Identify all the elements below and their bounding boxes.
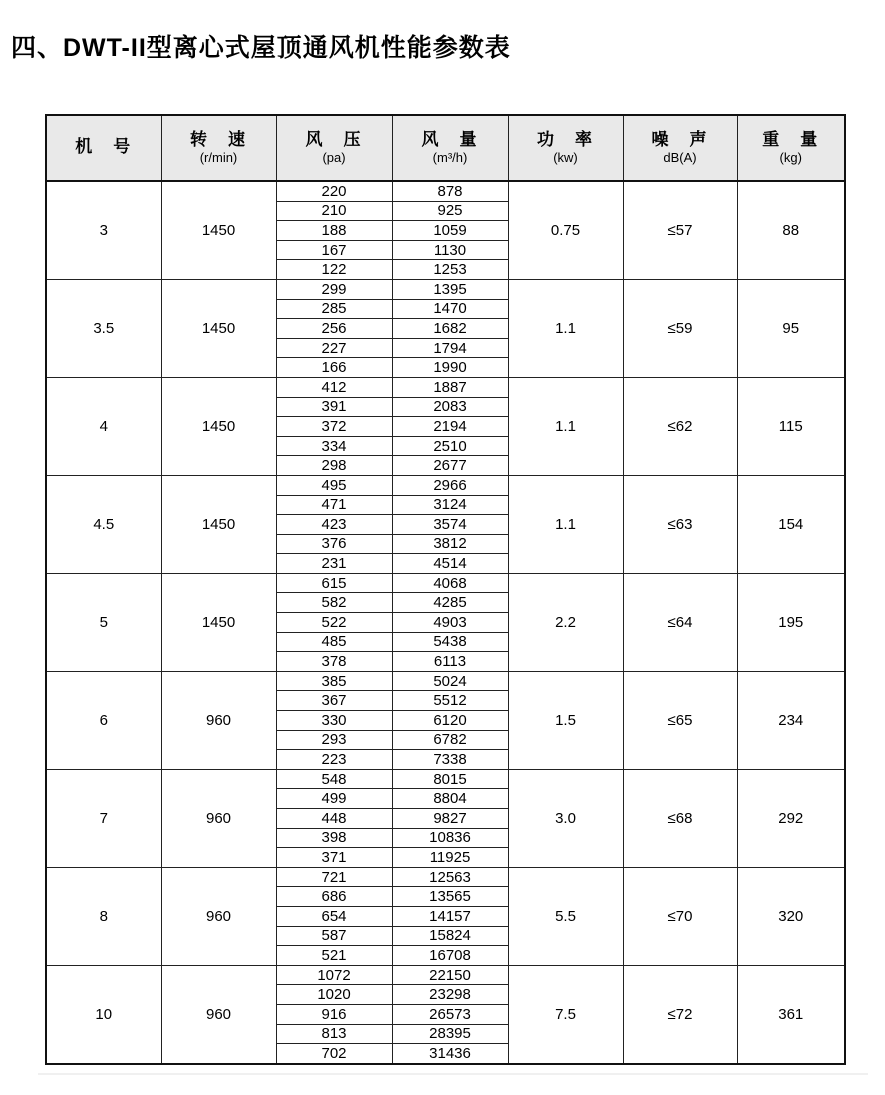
pressure-cell: 293 (276, 730, 392, 750)
noise-cell: ≤64 (623, 573, 737, 671)
pressure-cell: 615 (276, 573, 392, 593)
model-cell: 7 (46, 769, 161, 867)
volume-cell: 2083 (392, 397, 508, 417)
pressure-cell: 372 (276, 417, 392, 437)
power-cell: 7.5 (508, 965, 623, 1063)
table-header (46, 115, 845, 181)
pressure-cell: 587 (276, 926, 392, 946)
volume-cell: 16708 (392, 946, 508, 966)
volume-cell: 15824 (392, 926, 508, 946)
pressure-cell: 188 (276, 221, 392, 241)
power-cell: 1.5 (508, 671, 623, 769)
power-cell: 1.1 (508, 475, 623, 573)
pressure-cell: 499 (276, 789, 392, 809)
speed-cell: 960 (161, 671, 276, 769)
scan-artifact-line (38, 1073, 868, 1075)
pressure-cell: 495 (276, 475, 392, 495)
pressure-cell: 721 (276, 867, 392, 887)
pressure-cell: 223 (276, 750, 392, 770)
table-row (46, 671, 845, 691)
pressure-cell: 448 (276, 809, 392, 829)
col-header-volume-label: 风 量 (421, 129, 479, 149)
noise-cell: ≤59 (623, 279, 737, 377)
pressure-cell: 299 (276, 279, 392, 299)
col-header-weight-label: 重 量 (762, 129, 820, 149)
col-header-pressure (276, 115, 392, 181)
speed-cell: 1450 (161, 475, 276, 573)
volume-cell: 12563 (392, 867, 508, 887)
pressure-cell: 1072 (276, 965, 392, 985)
pressure-cell: 485 (276, 632, 392, 652)
table-row (46, 181, 845, 201)
volume-cell: 8804 (392, 789, 508, 809)
table-row (46, 475, 845, 495)
volume-cell: 3574 (392, 515, 508, 535)
col-header-power (508, 115, 623, 181)
power-cell: 1.1 (508, 377, 623, 475)
performance-table-wrap (45, 114, 846, 1065)
pressure-cell: 220 (276, 181, 392, 201)
pressure-cell: 166 (276, 358, 392, 378)
noise-cell: ≤62 (623, 377, 737, 475)
speed-cell: 960 (161, 769, 276, 867)
noise-cell: ≤57 (623, 181, 737, 279)
table-row (46, 769, 845, 789)
model-cell: 5 (46, 573, 161, 671)
volume-cell: 6113 (392, 652, 508, 672)
model-cell: 6 (46, 671, 161, 769)
pressure-cell: 298 (276, 456, 392, 476)
volume-cell: 2510 (392, 436, 508, 456)
volume-cell: 1395 (392, 279, 508, 299)
pressure-cell: 210 (276, 201, 392, 221)
col-header-pressure-unit: (pa) (322, 150, 346, 166)
col-header-weight-unit: (kg) (779, 150, 802, 166)
weight-cell: 88 (737, 181, 845, 279)
volume-cell: 31436 (392, 1044, 508, 1064)
pressure-cell: 686 (276, 887, 392, 907)
volume-cell: 1253 (392, 260, 508, 280)
noise-cell: ≤68 (623, 769, 737, 867)
header-row (46, 115, 845, 181)
power-cell: 0.75 (508, 181, 623, 279)
power-cell: 5.5 (508, 867, 623, 965)
weight-cell: 115 (737, 377, 845, 475)
weight-cell: 195 (737, 573, 845, 671)
col-header-pressure-label: 风 压 (305, 129, 363, 149)
volume-cell: 14157 (392, 906, 508, 926)
pressure-cell: 378 (276, 652, 392, 672)
volume-cell: 5024 (392, 671, 508, 691)
volume-cell: 28395 (392, 1024, 508, 1044)
pressure-cell: 654 (276, 906, 392, 926)
pressure-cell: 256 (276, 319, 392, 339)
model-cell: 10 (46, 965, 161, 1063)
pressure-cell: 522 (276, 613, 392, 633)
pressure-cell: 285 (276, 299, 392, 319)
weight-cell: 292 (737, 769, 845, 867)
volume-cell: 4903 (392, 613, 508, 633)
pressure-cell: 1020 (276, 985, 392, 1005)
table-row (46, 867, 845, 887)
speed-cell: 1450 (161, 377, 276, 475)
volume-cell: 1990 (392, 358, 508, 378)
pressure-cell: 813 (276, 1024, 392, 1044)
power-cell: 2.2 (508, 573, 623, 671)
col-header-noise (623, 115, 737, 181)
performance-table (45, 114, 846, 1065)
pressure-cell: 398 (276, 828, 392, 848)
pressure-cell: 227 (276, 338, 392, 358)
col-header-noise-unit: dB(A) (663, 150, 697, 166)
table-row (46, 965, 845, 985)
power-cell: 3.0 (508, 769, 623, 867)
volume-cell: 4068 (392, 573, 508, 593)
model-cell: 8 (46, 867, 161, 965)
col-header-noise-label: 噪 声 (651, 129, 709, 149)
noise-cell: ≤65 (623, 671, 737, 769)
volume-cell: 9827 (392, 809, 508, 829)
volume-cell: 1682 (392, 319, 508, 339)
col-header-volume (392, 115, 508, 181)
col-header-power-label: 功 率 (537, 129, 594, 149)
page-title: 四、DWT-II型离心式屋顶通风机性能参数表 (11, 34, 511, 62)
noise-cell: ≤72 (623, 965, 737, 1063)
pressure-cell: 231 (276, 554, 392, 574)
pressure-cell: 548 (276, 769, 392, 789)
col-header-volume-unit: (m³/h) (432, 150, 468, 166)
col-header-speed-unit: (r/min) (199, 150, 238, 166)
volume-cell: 7338 (392, 750, 508, 770)
model-cell: 3 (46, 181, 161, 279)
col-header-weight (737, 115, 845, 181)
weight-cell: 320 (737, 867, 845, 965)
col-header-model (46, 115, 161, 181)
table-row (46, 279, 845, 299)
weight-cell: 361 (737, 965, 845, 1063)
pressure-cell: 376 (276, 534, 392, 554)
volume-cell: 4514 (392, 554, 508, 574)
table-body (46, 181, 845, 1064)
pressure-cell: 916 (276, 1004, 392, 1024)
volume-cell: 878 (392, 181, 508, 201)
speed-cell: 960 (161, 867, 276, 965)
volume-cell: 10836 (392, 828, 508, 848)
volume-cell: 13565 (392, 887, 508, 907)
volume-cell: 1470 (392, 299, 508, 319)
pressure-cell: 330 (276, 711, 392, 731)
volume-cell: 925 (392, 201, 508, 221)
volume-cell: 1130 (392, 240, 508, 260)
speed-cell: 960 (161, 965, 276, 1063)
volume-cell: 1887 (392, 377, 508, 397)
volume-cell: 11925 (392, 848, 508, 868)
col-header-model-label: 机 号 (75, 137, 133, 157)
volume-cell: 1794 (392, 338, 508, 358)
pressure-cell: 122 (276, 260, 392, 280)
col-header-speed-label: 转 速 (190, 129, 247, 149)
pressure-cell: 367 (276, 691, 392, 711)
pressure-cell: 702 (276, 1044, 392, 1064)
weight-cell: 95 (737, 279, 845, 377)
pressure-cell: 167 (276, 240, 392, 260)
pressure-cell: 521 (276, 946, 392, 966)
model-cell: 3.5 (46, 279, 161, 377)
volume-cell: 26573 (392, 1004, 508, 1024)
weight-cell: 234 (737, 671, 845, 769)
volume-cell: 22150 (392, 965, 508, 985)
table-row (46, 377, 845, 397)
speed-cell: 1450 (161, 279, 276, 377)
volume-cell: 4285 (392, 593, 508, 613)
model-cell: 4.5 (46, 475, 161, 573)
pressure-cell: 412 (276, 377, 392, 397)
noise-cell: ≤70 (623, 867, 737, 965)
col-header-speed (161, 115, 276, 181)
noise-cell: ≤63 (623, 475, 737, 573)
volume-cell: 3812 (392, 534, 508, 554)
volume-cell: 2966 (392, 475, 508, 495)
pressure-cell: 423 (276, 515, 392, 535)
volume-cell: 2194 (392, 417, 508, 437)
volume-cell: 5512 (392, 691, 508, 711)
speed-cell: 1450 (161, 181, 276, 279)
volume-cell: 5438 (392, 632, 508, 652)
pressure-cell: 582 (276, 593, 392, 613)
model-cell: 4 (46, 377, 161, 475)
volume-cell: 3124 (392, 495, 508, 515)
pressure-cell: 371 (276, 848, 392, 868)
pressure-cell: 385 (276, 671, 392, 691)
pressure-cell: 471 (276, 495, 392, 515)
col-header-power-unit: (kw) (553, 150, 578, 166)
table-row (46, 573, 845, 593)
volume-cell: 6120 (392, 711, 508, 731)
volume-cell: 2677 (392, 456, 508, 476)
pressure-cell: 391 (276, 397, 392, 417)
volume-cell: 6782 (392, 730, 508, 750)
speed-cell: 1450 (161, 573, 276, 671)
power-cell: 1.1 (508, 279, 623, 377)
volume-cell: 23298 (392, 985, 508, 1005)
volume-cell: 1059 (392, 221, 508, 241)
weight-cell: 154 (737, 475, 845, 573)
volume-cell: 8015 (392, 769, 508, 789)
pressure-cell: 334 (276, 436, 392, 456)
